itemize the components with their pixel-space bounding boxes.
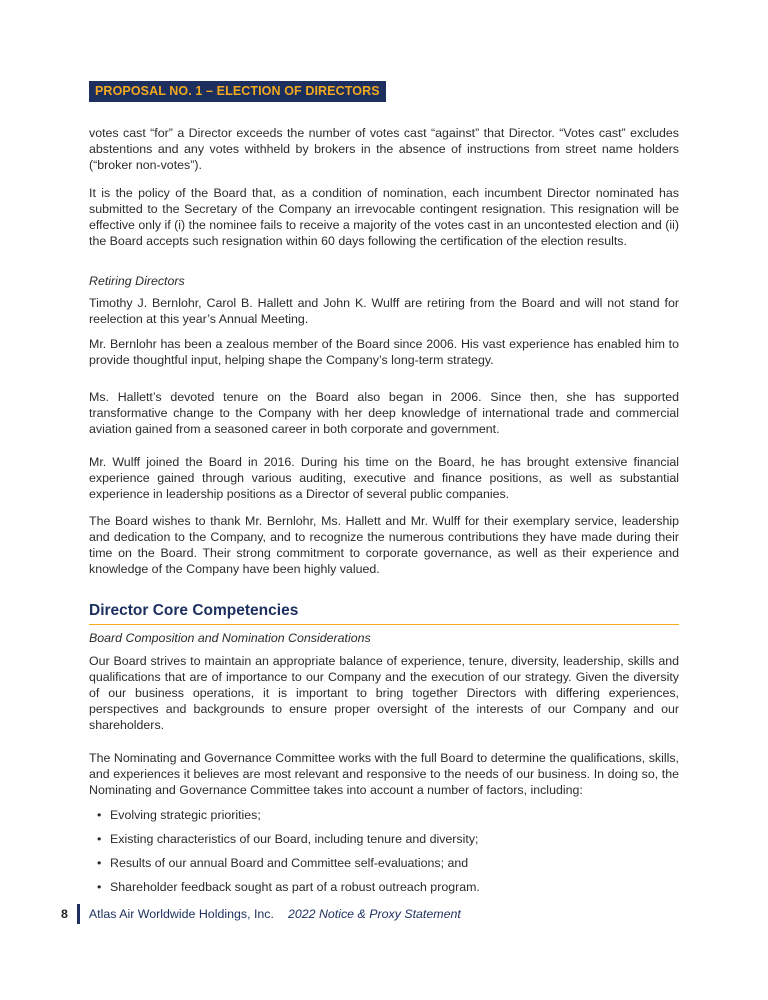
list-item xyxy=(97,855,468,871)
bullet-icon: • xyxy=(97,856,102,870)
page-footer xyxy=(61,904,461,924)
section-banner: PROPOSAL NO. 1 – ELECTION OF DIRECTORS xyxy=(89,81,386,102)
paragraph: Mr. Bernlohr has been a zealous member of the Board since 2006. His vast experience has enabled him to provide thoughtful input, helping shape the Company’s long-term strategy. xyxy=(89,337,679,367)
paragraph: Timothy J. Bernlohr, Carol B. Hallett and John K. Wulff are retiring from the Board and will not stand for reelection at this year’s Annual Meeting. xyxy=(89,296,679,326)
subheading: Board Composition and Nomination Considerations xyxy=(89,631,371,645)
retiring-directors-heading: Retiring Directors xyxy=(89,274,185,288)
bullet-icon: • xyxy=(97,808,102,822)
paragraph: Ms. Hallett’s devoted tenure on the Board also began in 2006. Since then, she has supported transformative change to the Company with her deep knowledge of international trade and commercial aviation gained from a seasoned career in both corporate and government. xyxy=(89,390,679,436)
list-item-text: Evolving strategic priorities; xyxy=(110,808,261,822)
paragraph: Mr. Wulff joined the Board in 2016. During his time on the Board, he has brought extensive financial experience gained through various auditing, executive and finance positions, as well as substantial experience in leadership positions as a Director of several public companies. xyxy=(89,455,679,501)
list-item xyxy=(97,879,480,895)
paragraph: It is the policy of the Board that, as a condition of nomination, each incumbent Director nominated has submitted to the Secretary of the Company an irrevocable contingent resignation. This resignation will be effective only if (i) the nominee fails to receive a majority of the votes cast in an uncontested election and (ii) the Board accepts such resignation within 60 days following the certification of the election results. xyxy=(89,186,680,248)
paragraph: The Board wishes to thank Mr. Bernlohr, Ms. Hallett and Mr. Wulff for their exemplary service, leadership and dedication to the Company, and to recognize the numerous contributions they have made during their time on the Board. Their strong commitment to corporate governance, as well as their experience and knowledge of the Company have been highly valued. xyxy=(89,514,679,576)
footer-divider xyxy=(77,904,80,924)
company-name: Atlas Air Worldwide Holdings, Inc. xyxy=(88,907,274,921)
list-item-text: Existing characteristics of our Board, including tenure and diversity; xyxy=(110,832,479,846)
page-number: 8 xyxy=(61,907,68,921)
bullet-icon: • xyxy=(97,832,102,846)
section-heading: Director Core Competencies xyxy=(89,602,679,625)
paragraph: Our Board strives to maintain an appropriate balance of experience, tenure, diversity, leadership, skills and qualifications that are of importance to our Company and the execution of our strategy. Given the diversity of our business operations, it is important to bring together Directors with differing experiences, perspectives and backgrounds to ensure proper oversight of the interests of our Company and our shareholders. xyxy=(89,654,679,732)
list-item-text: Results of our annual Board and Committee self-evaluations; and xyxy=(110,856,469,870)
list-item-text: Shareholder feedback sought as part of a robust outreach program. xyxy=(110,880,480,894)
list-item xyxy=(97,831,478,847)
bullet-icon: • xyxy=(97,880,102,894)
paragraph: The Nominating and Governance Committee works with the full Board to determine the qualifications, skills, and experiences it believes are most relevant and responsive to the needs of our business. In doing so, the Nominating and Governance Committee takes into account a number of factors, including: xyxy=(89,751,679,797)
list-item xyxy=(97,807,261,823)
paragraph: votes cast “for” a Director exceeds the number of votes cast “against” that Director. “Votes cast” excludes abstentions and any votes withheld by brokers in the absence of instructions from street name holders (“broker non-votes”). xyxy=(89,126,679,172)
document-title: 2022 Notice & Proxy Statement xyxy=(287,907,461,921)
